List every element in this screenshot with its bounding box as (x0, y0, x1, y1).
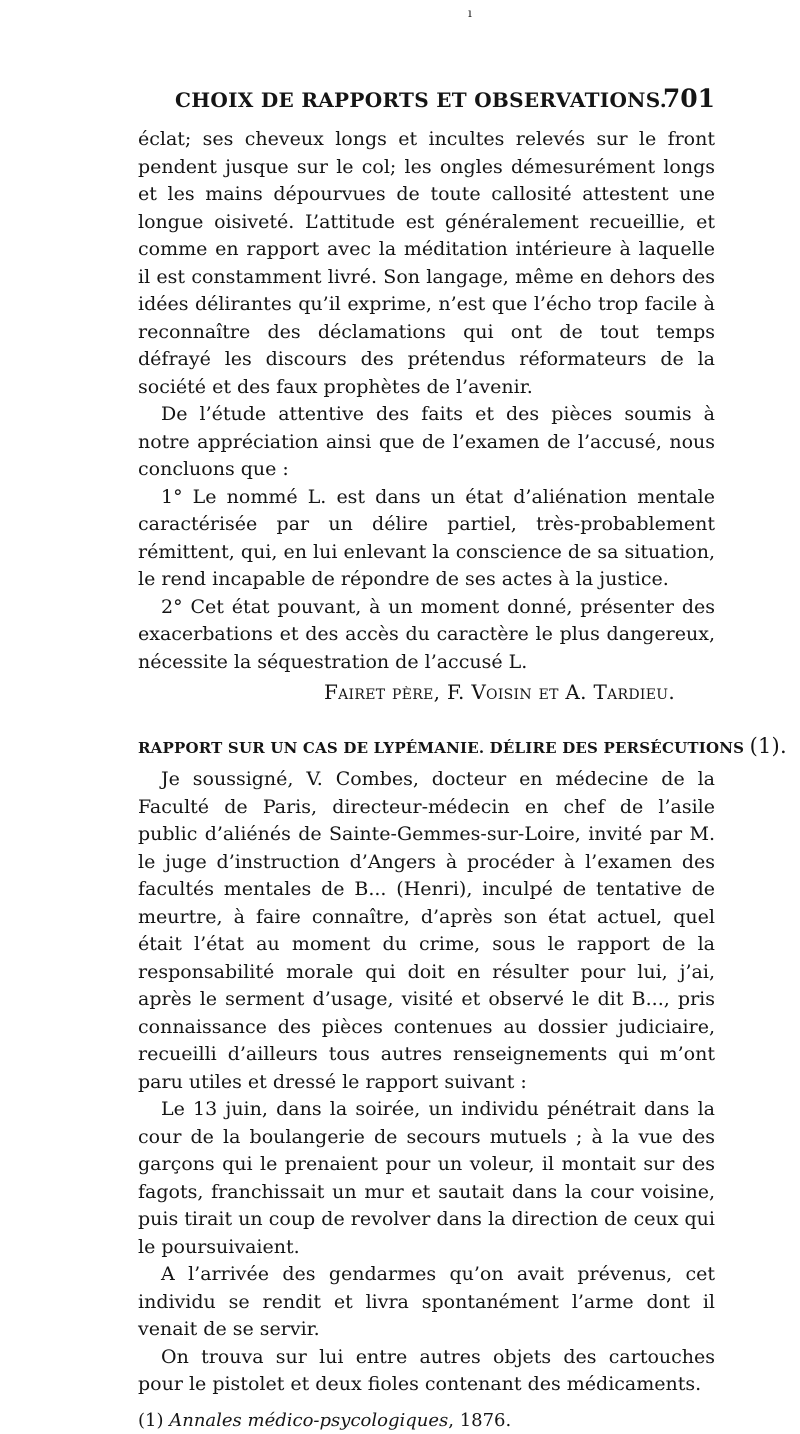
footnote (138, 1407, 715, 1434)
section-heading (138, 733, 715, 763)
footnote-year: , 1876. (448, 1410, 511, 1431)
running-head: CHOIX DE RAPPORTS ET OBSERVATIONS. (175, 88, 667, 112)
footnote-reference: (1). (750, 734, 787, 758)
page-number: 701 (663, 84, 715, 113)
paragraph-conclusion-1: 1° Le nommé L. est dans un état d’aliénation mentale caractérisée par un délire partiel, très-probablement rémittent, qui, en lui enlevant la conscience de sa situation, le rend incapable de répondre de ses actes à la justice. (138, 484, 715, 594)
footnote-marker: (1) (138, 1410, 164, 1431)
paragraph-report-objects: On trouva sur lui entre autres objets des cartouches pour le pistolet et deux fioles contenant des médicaments. (138, 1344, 715, 1399)
paragraph-conclusion-intro: De l’étude attentive des faits et des pièces soumis à notre appréciation ainsi que de l’examen de l’accusé, nous concluons que : (138, 401, 715, 484)
footnote-journal: Annales médico-psycologiques (169, 1410, 448, 1431)
body-text (138, 126, 715, 1434)
paragraph-report-intro: Je soussigné, V. Combes, docteur en médecine de la Faculté de Paris, directeur-médecin en chef de l’asile public d’aliénés de Sainte-Gemmes-sur-Loire, invité par M. le juge d’instruction d’Angers à procéder à l’examen des facultés mentales de B... (Henri), inculpé de tentative de meurtre, à faire connaître, d’après son état actuel, quel était l’état au moment du crime, sous le rapport de la responsabilité morale qui doit en résulter pour lui, j’ai, après le serment d’usage, visité et observé le dit B..., pris connaissance des pièces contenues au dossier judiciaire, recueilli d’ailleurs tous autres renseignements qui m’ont paru utiles et dressé le rapport suivant : (138, 766, 715, 1096)
signature-line: Fairet père, F. Voisin et A. Tardieu. (138, 679, 715, 707)
paragraph-conclusion-2: 2° Cet état pouvant, à un moment donné, présenter des exacerbations et des accès du caractère le plus dangereux, nécessite la séquestration de l’accusé L. (138, 594, 715, 677)
paragraph-continued: éclat; ses cheveux longs et incultes relevés sur le front pendent jusque sur le col; les ongles démesurément longs et les mains dépourvues de toute callosité attestent une longue oisiveté. L’attitude est généralement recueillie, et comme en rapport avec la méditation intérieure à laquelle il est constamment livré. Son langage, même en dehors des idées délirantes qu’il exprime, n’est que l’écho trop facile à reconnaître des déclamations qui ont de tout temps défrayé les discours des prétendus réformateurs de la société et des faux prophètes de l’avenir. (138, 126, 715, 401)
paragraph-report-event: Le 13 juin, dans la soirée, un individu pénétrait dans la cour de la boulangerie de secours mutuels ; à la vue des garçons qui le prenaient pour un voleur, il montait sur des fagots, franchissait un mur et sautait dans la cour voisine, puis tirait un coup de revolver dans la direction de ceux qui le poursuivaient. (138, 1096, 715, 1261)
page-header (175, 88, 715, 118)
section-heading-text: RAPPORT SUR UN CAS DE LYPÉMANIE. DÉLIRE DES PERSÉCUTIONS (138, 739, 744, 757)
top-ink-mark: ı (468, 6, 472, 20)
paragraph-report-arrest: A l’arrivée des gendarmes qu’on avait prévenus, cet individu se rendit et livra spontanément l’arme dont il venait de se servir. (138, 1261, 715, 1344)
